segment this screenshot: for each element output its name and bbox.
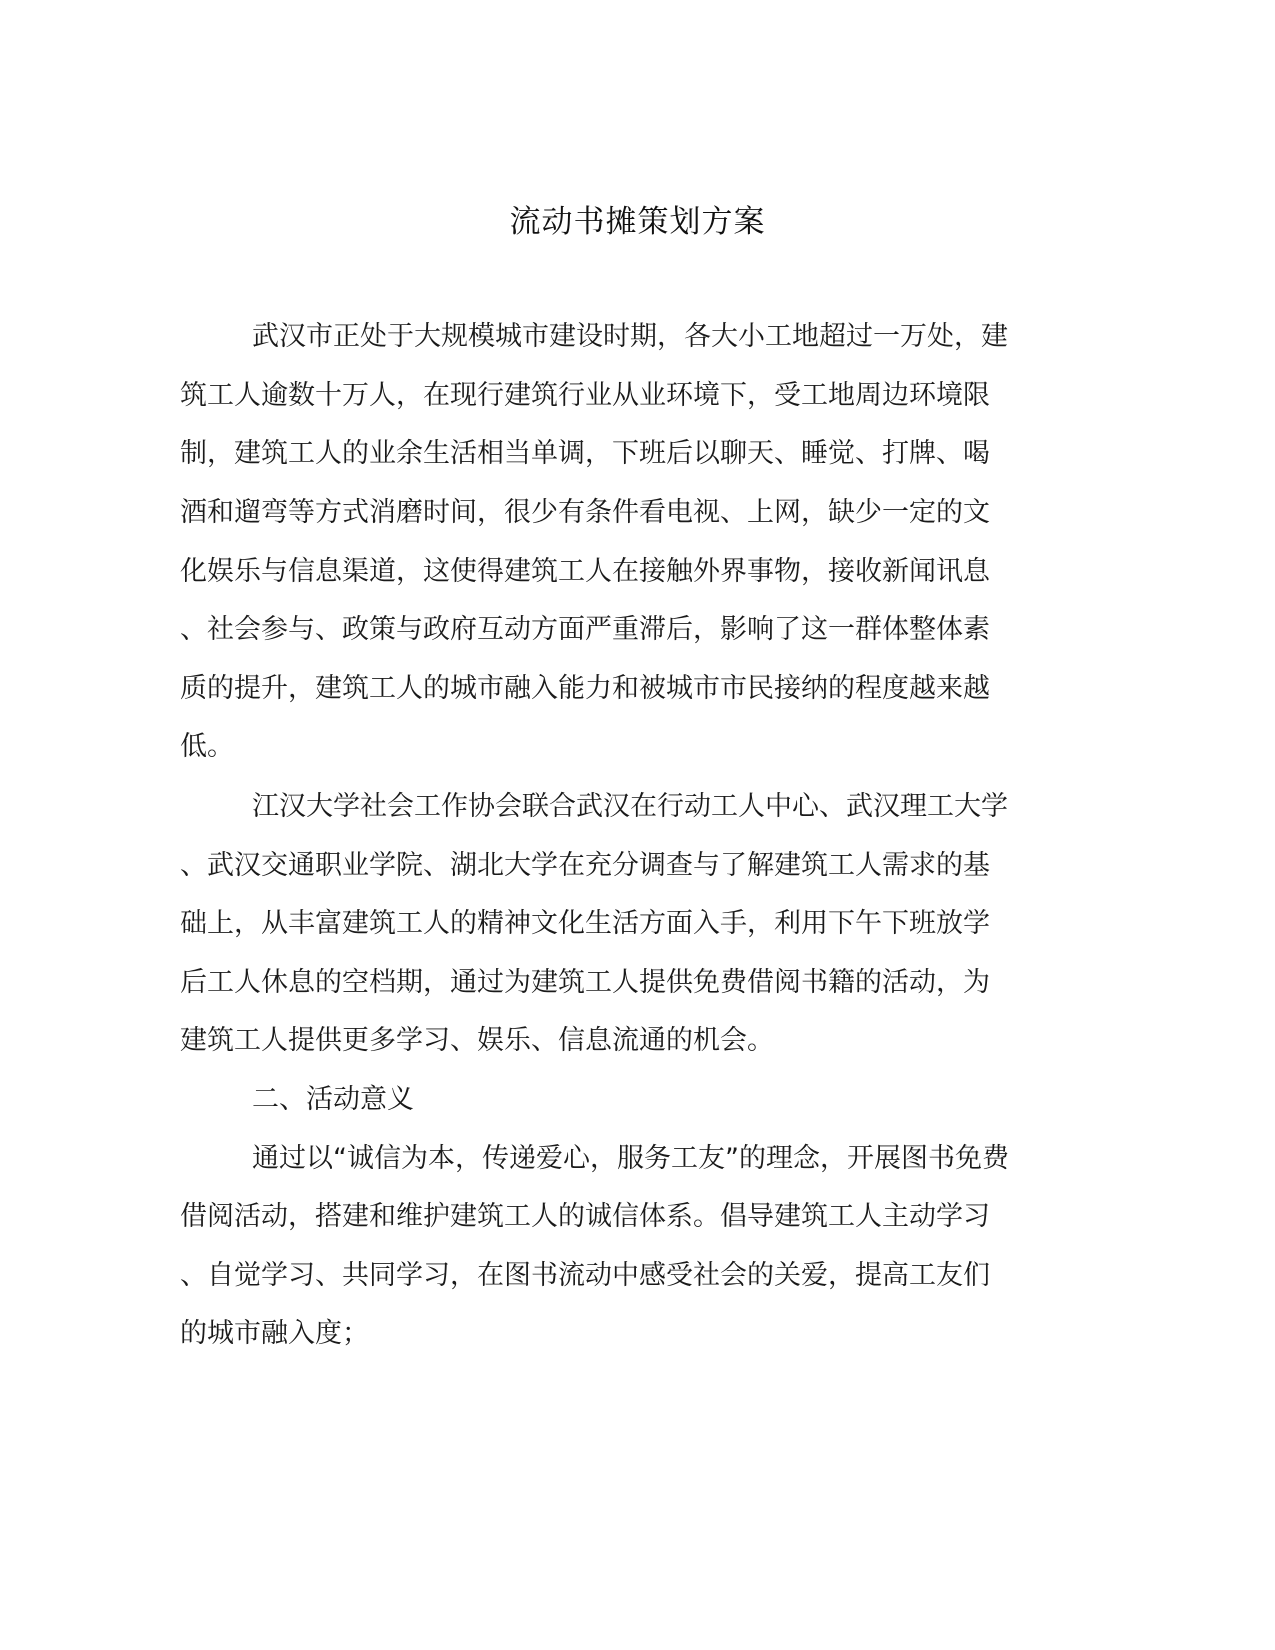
- paragraph-1-line-7: 质的提升，建筑工人的城市融入能力和被城市市民接纳的程度越来越: [180, 673, 990, 704]
- paragraph-1-line-2: 筑工人逾数十万人，在现行建筑行业从业环境下，受工地周边环境限: [180, 380, 990, 411]
- paragraph-2-line-4: 后工人休息的空档期，通过为建筑工人提供免费借阅书籍的活动，为: [180, 967, 990, 998]
- paragraph-1-line-1: 武汉市正处于大规模城市建设时期，各大小工地超过一万处，建: [252, 321, 1008, 352]
- paragraph-2-line-3: 础上，从丰富建筑工人的精神文化生活方面入手，利用下午下班放学: [180, 908, 990, 939]
- paragraph-2-line-1: 江汉大学社会工作协会联合武汉在行动工人中心、武汉理工大学: [252, 791, 1008, 822]
- paragraph-1-line-4: 酒和遛弯等方式消磨时间，很少有条件看电视、上网，缺少一定的文: [180, 497, 990, 528]
- paragraph-2-line-2: 、武汉交通职业学院、湖北大学在充分调查与了解建筑工人需求的基: [180, 850, 990, 881]
- paragraph-1-line-3: 制，建筑工人的业余生活相当单调，下班后以聊天、睡觉、打牌、喝: [180, 438, 990, 469]
- paragraph-1-line-6: 、社会参与、政策与政府互动方面严重滞后，影响了这一群体整体素: [180, 614, 990, 645]
- section-heading: 二、活动意义: [252, 1084, 414, 1115]
- paragraph-1-line-5: 化娱乐与信息渠道，这使得建筑工人在接触外界事物，接收新闻讯息: [180, 556, 990, 587]
- paragraph-3-line-3: 、自觉学习、共同学习，在图书流动中感受社会的关爱，提高工友们: [180, 1260, 990, 1291]
- paragraph-3-line-1: 通过以“诚信为本，传递爱心，服务工友”的理念，开展图书免费: [252, 1143, 1009, 1174]
- paragraph-3-line-2: 借阅活动，搭建和维护建筑工人的诚信体系。倡导建筑工人主动学习: [180, 1201, 990, 1232]
- document-title: 流动书摊策划方案: [509, 204, 766, 240]
- paragraph-3-line-4: 的城市融入度；: [180, 1318, 369, 1349]
- paragraph-2-line-5: 建筑工人提供更多学习、娱乐、信息流通的机会。: [180, 1025, 774, 1056]
- paragraph-1-line-8: 低。: [180, 731, 234, 762]
